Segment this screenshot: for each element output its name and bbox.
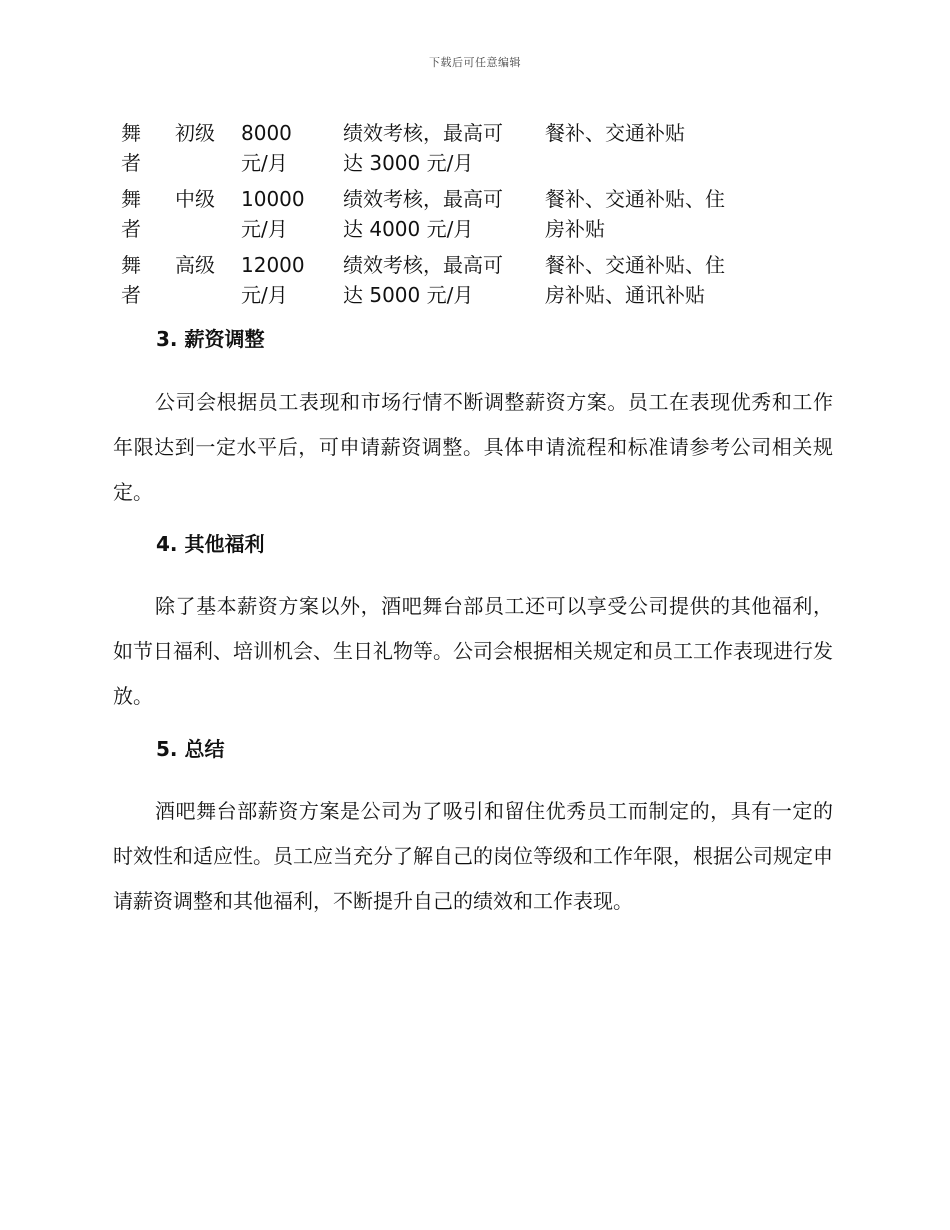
section-summary — [113, 735, 833, 924]
table-row — [115, 118, 745, 184]
page-header: 下载后可任意编辑 — [429, 56, 521, 69]
base-salary-cell: 8000 元/月 — [241, 121, 292, 175]
section-heading: 5. 总结 — [156, 737, 225, 761]
section-paragraph: 除了基本薪资方案以外，酒吧舞台部员工还可以享受公司提供的其他福利，如节日福利、培训机会、生日礼物等。公司会根据相关规定和员工工作表现进行发放。 — [113, 594, 833, 708]
section-paragraph: 酒吧舞台部薪资方案是公司为了吸引和留住优秀员工而制定的，具有一定的时效性和适应性。员工应当充分了解自己的岗位等级和工作年限，根据公司规定申请薪资调整和其他福利，不断提升自己的绩效和工作表现。 — [113, 799, 833, 913]
bonus-cell: 绩效考核，最高可 达 3000 元/月 — [343, 121, 503, 175]
base-salary-cell: 10000 元/月 — [241, 187, 305, 241]
position-cell: 舞 者 — [121, 187, 141, 241]
allowance-cell: 餐补、交通补贴 — [545, 121, 685, 145]
table-row — [115, 250, 745, 316]
level-cell: 中级 — [175, 187, 215, 211]
position-cell: 舞 者 — [121, 253, 141, 307]
salary-table — [115, 118, 745, 316]
allowance-cell: 餐补、交通补贴、住 房补贴 — [545, 187, 725, 241]
section-other-benefits — [113, 530, 833, 719]
section-heading: 4. 其他福利 — [156, 532, 265, 556]
section-salary-adjustment — [113, 325, 833, 515]
level-cell: 高级 — [175, 253, 215, 277]
section-heading: 3. 薪资调整 — [156, 327, 265, 351]
allowance-cell: 餐补、交通补贴、住 房补贴、通讯补贴 — [545, 253, 725, 307]
bonus-cell: 绩效考核，最高可 达 4000 元/月 — [343, 187, 503, 241]
position-cell: 舞 者 — [121, 121, 141, 175]
table-row — [115, 184, 745, 250]
level-cell: 初级 — [175, 121, 215, 145]
bonus-cell: 绩效考核，最高可 达 5000 元/月 — [343, 253, 503, 307]
base-salary-cell: 12000 元/月 — [241, 253, 305, 307]
section-paragraph: 公司会根据员工表现和市场行情不断调整薪资方案。员工在表现优秀和工作年限达到一定水平后，可申请薪资调整。具体申请流程和标准请参考公司相关规定。 — [113, 390, 833, 504]
